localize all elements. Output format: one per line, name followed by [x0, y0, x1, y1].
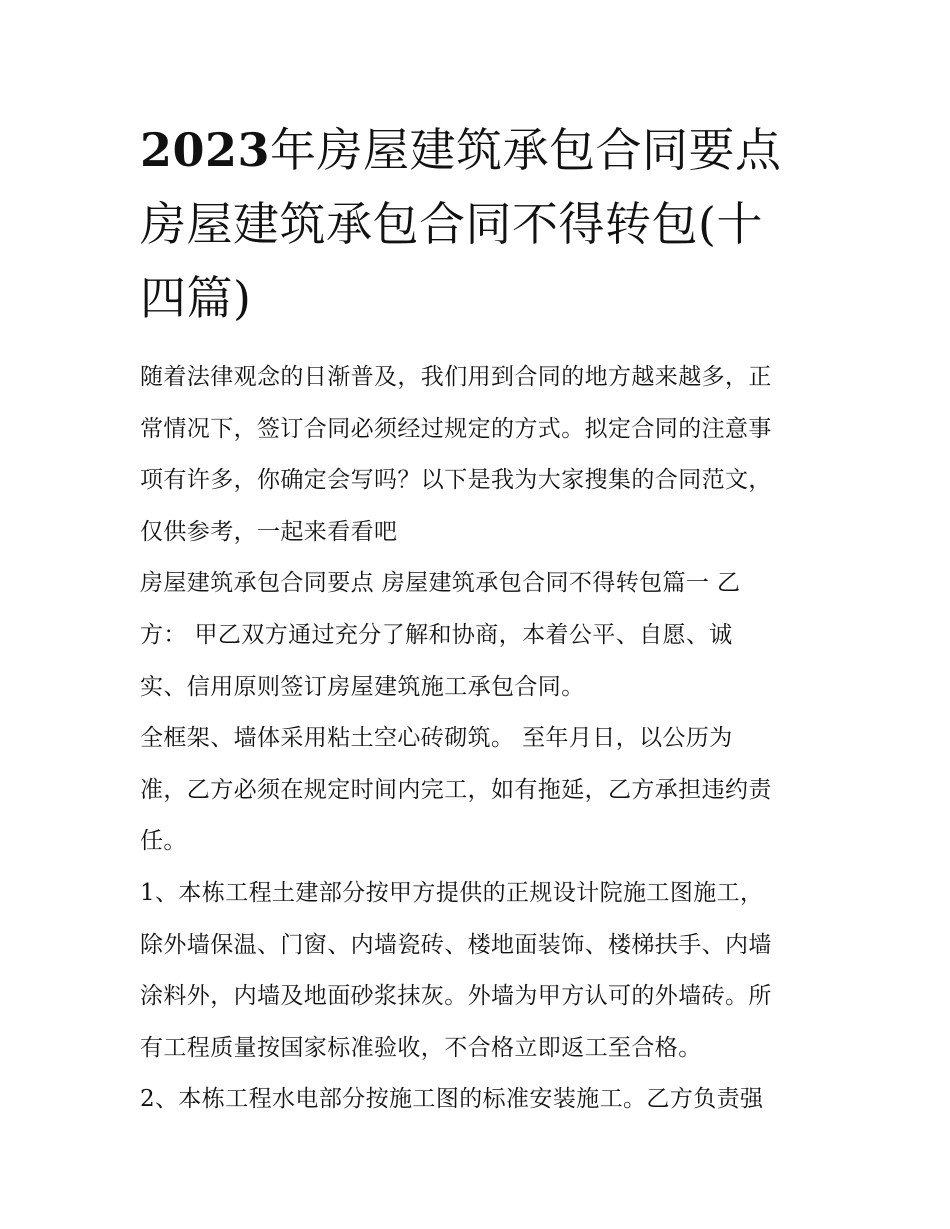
body-line: 2、本栋工程水电部分按施工图的标准安装施工。乙方负责强 — [140, 1086, 764, 1113]
body-line: 涂料外，内墙及地面砂浆抹灰。外墙为甲方认可的外墙砖。所 — [140, 983, 772, 1010]
document-title — [140, 113, 830, 335]
body-line: 任。 — [140, 828, 187, 855]
title-line-1-rest: 年房屋建筑承包合同要点 — [270, 123, 782, 177]
body-line: 房屋建筑承包合同要点 房屋建筑承包合同不得转包篇一 乙 — [140, 570, 741, 597]
title-year: 2023 — [140, 123, 271, 177]
body-line: 准，乙方必须在规定时间内完工，如有拖延，乙方承担违约责 — [140, 776, 772, 803]
body-line: 除外墙保温、门窗、内墙瓷砖、楼地面装饰、楼梯扶手、内墙 — [140, 931, 772, 958]
title-line-2: 房屋建筑承包合同不得转包(十 — [140, 197, 763, 251]
body-line: 1、本栋工程土建部分按甲方提供的正规设计院施工图施工， — [140, 879, 764, 906]
document-body — [140, 352, 815, 1126]
body-line: 有工程质量按国家标准验收，不合格立即返工至合格。 — [140, 1034, 702, 1061]
body-line: 全框架、墙体采用粘土空心砖砌筑。 至年月日，以公历为 — [140, 725, 733, 752]
body-line: 仅供参考，一起来看看吧 — [140, 518, 398, 545]
body-line: 随着法律观念的日渐普及，我们用到合同的地方越来越多，正 — [140, 364, 772, 390]
body-line: 实、信用原则签订房屋建筑施工承包合同。 — [140, 673, 585, 700]
body-line: 方： 甲乙双方通过充分了解和协商，本着公平、自愿、诚 — [140, 621, 733, 648]
title-line-3: 四篇) — [140, 271, 252, 325]
body-line: 项有许多，你确定会写吗？以下是我为大家搜集的合同范文， — [140, 467, 772, 494]
body-line: 常情况下，签订合同必须经过规定的方式。拟定合同的注意事 — [140, 415, 772, 442]
